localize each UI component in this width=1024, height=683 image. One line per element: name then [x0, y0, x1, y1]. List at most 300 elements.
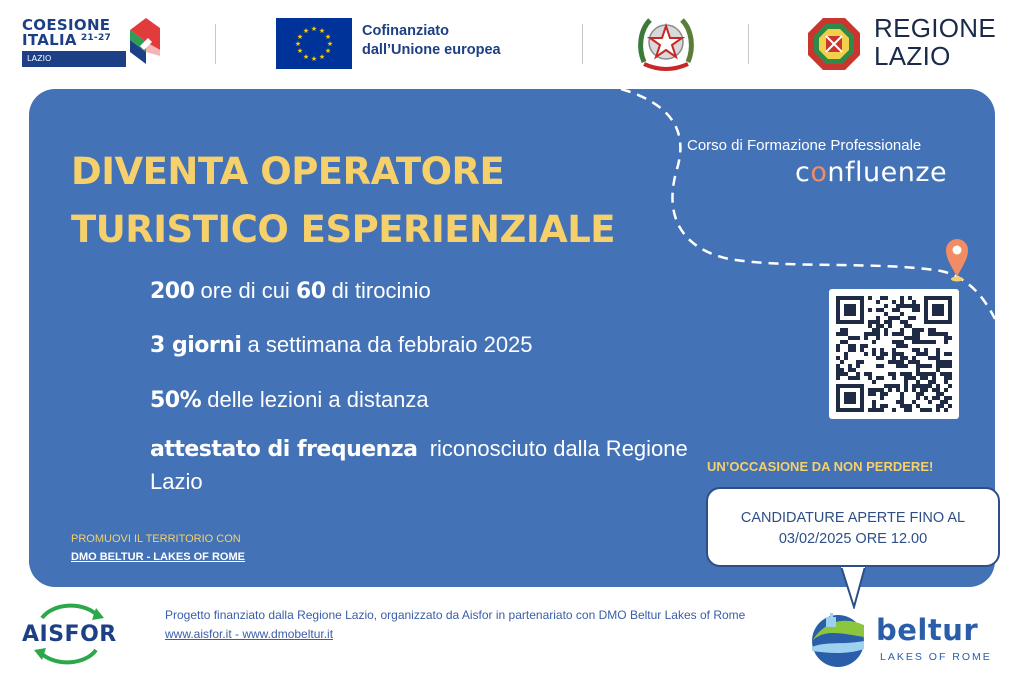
qr-module [912, 336, 916, 340]
qr-module [872, 408, 876, 412]
qr-module [860, 396, 864, 400]
qr-module [912, 384, 916, 388]
qr-module [888, 320, 892, 324]
headline-line2: TURISTICO ESPERIENZIALE [71, 208, 616, 251]
feature-certificate: attestato di frequenza riconosciuto dalla Regione Lazio [150, 436, 694, 494]
qr-module [948, 296, 952, 300]
qr-module [928, 380, 932, 384]
qr-module [900, 396, 904, 400]
qr-module [852, 408, 856, 412]
qr-module [880, 308, 884, 312]
qr-module [916, 384, 920, 388]
qr-module [916, 392, 920, 396]
qr-module [932, 376, 936, 380]
qr-module [932, 396, 936, 400]
qr-module [860, 320, 864, 324]
qr-module [880, 324, 884, 328]
qr-module [932, 340, 936, 344]
qr-module [888, 388, 892, 392]
qr-module [844, 356, 848, 360]
qr-module [876, 336, 880, 340]
qr-module [836, 368, 840, 372]
qr-module [920, 352, 924, 356]
svg-text:★: ★ [296, 47, 304, 55]
qr-module [844, 320, 848, 324]
promo-label: PROMUOVI IL TERRITORIO CON [71, 533, 241, 545]
promo-dmo-link[interactable]: DMO BELTUR - LAKES OF ROME [71, 551, 245, 563]
qr-module [888, 316, 892, 320]
qr-module [916, 360, 920, 364]
beltur-logo [806, 611, 1016, 671]
qr-module [936, 332, 940, 336]
qr-module [876, 316, 880, 320]
qr-module [844, 372, 848, 376]
qr-module [928, 320, 932, 324]
svg-text:★: ★ [302, 53, 310, 61]
qr-module [872, 340, 876, 344]
qr-module [836, 300, 840, 304]
qr-module [924, 304, 928, 308]
qr-module [924, 312, 928, 316]
qr-module [848, 376, 852, 380]
qr-module [948, 360, 952, 364]
qr-module [900, 404, 904, 408]
qr-module [944, 376, 948, 380]
qr-module [944, 388, 948, 392]
qr-module [920, 328, 924, 332]
qr-module [916, 308, 920, 312]
qr-module [896, 344, 900, 348]
qr-module [948, 316, 952, 320]
qr-module [936, 308, 940, 312]
qr-module [896, 384, 900, 388]
qr-module [868, 408, 872, 412]
svg-text:★: ★ [318, 53, 326, 61]
course-label: Corso di Formazione Professionale [687, 137, 922, 154]
qr-module [876, 324, 880, 328]
qr-module [920, 340, 924, 344]
qr-module [852, 344, 856, 348]
qr-module [940, 372, 944, 376]
qr-module [912, 388, 916, 392]
qr-module [880, 404, 884, 408]
qr-module [948, 396, 952, 400]
qr-module [848, 396, 852, 400]
qr-module [904, 344, 908, 348]
qr-module [860, 296, 864, 300]
qr-module [896, 332, 900, 336]
qr-module [924, 340, 928, 344]
qr-module [836, 296, 840, 300]
qr-module [932, 320, 936, 324]
qr-module [836, 400, 840, 404]
qr-module [908, 376, 912, 380]
qr-module [844, 384, 848, 388]
qr-module [872, 320, 876, 324]
qr-module [912, 300, 916, 304]
qr-module [940, 392, 944, 396]
qr-module [936, 352, 940, 356]
qr-module [844, 332, 848, 336]
qr-module [904, 364, 908, 368]
feature-schedule: 3 giorni a settimana da febbraio 2025 [150, 332, 533, 358]
qr-module [920, 392, 924, 396]
beltur-subtitle: LAKES OF ROME [880, 651, 992, 663]
qr-module [892, 308, 896, 312]
qr-module [872, 352, 876, 356]
qr-module [876, 320, 880, 324]
qr-module [848, 392, 852, 396]
qr-module [836, 308, 840, 312]
qr-module [880, 388, 884, 392]
qr-module [872, 380, 876, 384]
qr-module [932, 296, 936, 300]
qr-module [944, 336, 948, 340]
svg-text:★: ★ [310, 25, 318, 33]
qr-module [928, 364, 932, 368]
qr-module [948, 384, 952, 388]
qr-module [852, 308, 856, 312]
qr-module [936, 320, 940, 324]
qr-module [856, 372, 860, 376]
qr-module [900, 304, 904, 308]
qr-module [940, 364, 944, 368]
qr-module [936, 388, 940, 392]
headline [71, 143, 615, 259]
regione-lazio-wordmark: REGIONE LAZIO [874, 13, 997, 71]
qr-module [936, 304, 940, 308]
qr-module [928, 400, 932, 404]
qr-module [948, 376, 952, 380]
qr-module [840, 384, 844, 388]
qr-module [844, 400, 848, 404]
qr-module [872, 404, 876, 408]
qr-code[interactable] [829, 289, 959, 419]
qr-module [940, 400, 944, 404]
qr-module [896, 364, 900, 368]
qr-module [940, 304, 944, 308]
qr-module [932, 328, 936, 332]
qr-module [836, 408, 840, 412]
qr-module [844, 396, 848, 400]
qr-module [836, 316, 840, 320]
qr-module [948, 404, 952, 408]
feature-remote-lessons: 50% delle lezioni a distanza [150, 387, 429, 413]
qr-code-icon [836, 296, 952, 412]
headline-line1: DIVENTA OPERATORE [71, 150, 505, 193]
qr-module [868, 324, 872, 328]
qr-module [928, 356, 932, 360]
qr-module [944, 352, 948, 356]
qr-module [892, 332, 896, 336]
qr-module [840, 340, 844, 344]
qr-module [944, 396, 948, 400]
qr-module [948, 308, 952, 312]
qr-module [944, 380, 948, 384]
logo-divider [215, 24, 216, 64]
qr-module [932, 372, 936, 376]
qr-module [868, 388, 872, 392]
qr-module [916, 352, 920, 356]
qr-module [872, 388, 876, 392]
qr-module [912, 400, 916, 404]
qr-module [916, 368, 920, 372]
qr-module [844, 296, 848, 300]
qr-module [912, 340, 916, 344]
qr-module [892, 316, 896, 320]
qr-module [892, 376, 896, 380]
logo-divider [582, 24, 583, 64]
qr-module [912, 360, 916, 364]
qr-module [900, 320, 904, 324]
qr-module [868, 320, 872, 324]
qr-module [836, 304, 840, 308]
svg-text:★: ★ [318, 27, 326, 35]
qr-module [912, 328, 916, 332]
qr-module [924, 364, 928, 368]
qr-module [840, 368, 844, 372]
qr-module [836, 372, 840, 376]
qr-module [840, 372, 844, 376]
qr-module [936, 384, 940, 388]
qr-module [928, 332, 932, 336]
qr-module [908, 324, 912, 328]
qr-module [948, 336, 952, 340]
qr-module [924, 300, 928, 304]
qr-module [900, 400, 904, 404]
qr-module [876, 328, 880, 332]
qr-module [892, 408, 896, 412]
qr-module [884, 392, 888, 396]
qr-module [856, 364, 860, 368]
qr-module [932, 312, 936, 316]
qr-module [884, 332, 888, 336]
qr-module [860, 388, 864, 392]
qr-module [892, 356, 896, 360]
qr-module [928, 340, 932, 344]
aisfor-wordmark: AISFOR [22, 622, 117, 647]
qr-module [876, 388, 880, 392]
qr-module [936, 364, 940, 368]
qr-module [836, 356, 840, 360]
qr-module [948, 320, 952, 324]
qr-module [916, 372, 920, 376]
qr-module [876, 300, 880, 304]
qr-module [892, 384, 896, 388]
qr-module [860, 408, 864, 412]
qr-module [848, 408, 852, 412]
qr-module [868, 376, 872, 380]
coesione-line2: ITALIA $^{21-27}$ [22, 31, 112, 49]
qr-module [860, 392, 864, 396]
qr-module [900, 296, 904, 300]
qr-module [924, 372, 928, 376]
qr-module [924, 384, 928, 388]
qr-module [836, 396, 840, 400]
qr-module [896, 400, 900, 404]
qr-module [924, 352, 928, 356]
qr-module [924, 388, 928, 392]
qr-module [880, 408, 884, 412]
qr-module [872, 400, 876, 404]
qr-module [944, 360, 948, 364]
qr-module [856, 408, 860, 412]
qr-module [840, 296, 844, 300]
qr-module [844, 408, 848, 412]
qr-module [892, 360, 896, 364]
qr-module [900, 356, 904, 360]
partner-logos-bar [0, 0, 1024, 88]
qr-module [864, 352, 868, 356]
occasion-tagline: UN’OCCASIONE DA NON PERDERE! [707, 459, 934, 474]
qr-module [900, 392, 904, 396]
qr-module [836, 312, 840, 316]
qr-module [876, 408, 880, 412]
qr-module [920, 408, 924, 412]
qr-module [940, 296, 944, 300]
qr-module [836, 332, 840, 336]
qr-module [880, 396, 884, 400]
qr-module [844, 352, 848, 356]
qr-module [944, 372, 948, 376]
qr-module [896, 340, 900, 344]
qr-module [904, 320, 908, 324]
qr-module [908, 296, 912, 300]
qr-module [924, 320, 928, 324]
qr-module [940, 404, 944, 408]
qr-module [924, 348, 928, 352]
qr-module [912, 356, 916, 360]
aisfor-logo [22, 600, 116, 668]
qr-module [944, 332, 948, 336]
qr-module [840, 332, 844, 336]
qr-module [844, 308, 848, 312]
qr-module [908, 336, 912, 340]
qr-module [936, 296, 940, 300]
qr-module [940, 308, 944, 312]
qr-module [896, 308, 900, 312]
qr-module [896, 316, 900, 320]
qr-module [844, 312, 848, 316]
qr-module [876, 376, 880, 380]
qr-module [892, 372, 896, 376]
qr-module [916, 348, 920, 352]
qr-module [916, 404, 920, 408]
qr-module [904, 384, 908, 388]
qr-module [900, 360, 904, 364]
eu-cofunded-text: Cofinanziato dall’Unione europea [362, 23, 501, 58]
qr-module [884, 352, 888, 356]
qr-module [852, 320, 856, 324]
svg-text:★: ★ [296, 33, 304, 41]
qr-module [944, 340, 948, 344]
qr-module [844, 304, 848, 308]
qr-module [860, 316, 864, 320]
qr-module [848, 348, 852, 352]
qr-module [868, 372, 872, 376]
qr-module [948, 364, 952, 368]
qr-module [860, 404, 864, 408]
qr-module [884, 384, 888, 388]
qr-module [920, 372, 924, 376]
qr-module [916, 332, 920, 336]
qr-module [848, 296, 852, 300]
qr-module [928, 372, 932, 376]
coesione-mark-icon [116, 16, 164, 66]
svg-text:★: ★ [302, 27, 310, 35]
qr-module [900, 332, 904, 336]
eu-flag-icon [276, 18, 352, 69]
qr-module [932, 356, 936, 360]
qr-module [852, 304, 856, 308]
qr-module [836, 404, 840, 408]
qr-module [912, 304, 916, 308]
qr-module [852, 296, 856, 300]
qr-module [852, 400, 856, 404]
qr-module [856, 360, 860, 364]
qr-module [884, 296, 888, 300]
qr-module [860, 304, 864, 308]
qr-module [844, 340, 848, 344]
qr-module [848, 400, 852, 404]
svg-text:★: ★ [310, 55, 318, 63]
qr-module [924, 396, 928, 400]
qr-module [904, 388, 908, 392]
qr-module [904, 408, 908, 412]
qr-module [860, 384, 864, 388]
deadline-bubble [706, 487, 1000, 567]
qr-module [932, 304, 936, 308]
qr-module [868, 332, 872, 336]
qr-module [928, 328, 932, 332]
qr-module [948, 352, 952, 356]
footer-project-note: Progetto finanziato dalla Regione Lazio, organizzato da Aisfor in partenariato con DMO Beltur Lakes of Rome [165, 608, 746, 622]
qr-module [836, 344, 840, 348]
qr-module [916, 336, 920, 340]
qr-module [936, 392, 940, 396]
qr-module [908, 408, 912, 412]
qr-module [904, 404, 908, 408]
qr-module [872, 348, 876, 352]
qr-module [840, 360, 844, 364]
svg-text:★: ★ [294, 40, 302, 48]
svg-text:★: ★ [326, 40, 334, 48]
qr-module [924, 296, 928, 300]
coesione-italia-logo [22, 16, 172, 72]
qr-module [920, 364, 924, 368]
qr-module [896, 360, 900, 364]
qr-module [900, 344, 904, 348]
qr-module [908, 316, 912, 320]
qr-module [908, 372, 912, 376]
qr-module [884, 328, 888, 332]
qr-module [844, 328, 848, 332]
beltur-wordmark: beltur [876, 613, 979, 647]
qr-module [928, 408, 932, 412]
qr-module [948, 372, 952, 376]
qr-module [876, 364, 880, 368]
qr-module [924, 408, 928, 412]
qr-module [888, 324, 892, 328]
qr-module [868, 308, 872, 312]
footer-website-links[interactable]: www.aisfor.it - www.dmobeltur.it [165, 627, 334, 641]
coesione-region-label: LAZIO [22, 51, 126, 67]
qr-module [836, 364, 840, 368]
qr-module [908, 360, 912, 364]
qr-module [932, 332, 936, 336]
qr-module [904, 336, 908, 340]
qr-module [884, 304, 888, 308]
